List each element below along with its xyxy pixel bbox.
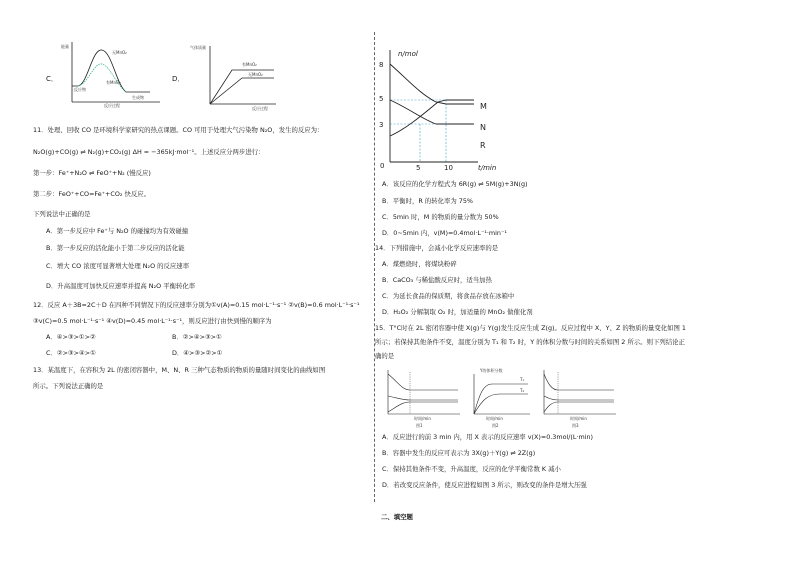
q13-chart-label-n: N bbox=[480, 123, 486, 132]
q13-chart-xlabel: t/min bbox=[478, 164, 497, 172]
q15-option-b: B．容器中发生的反应可表示为 3X(g)＋Y(g) ⇌ 2Z(g) bbox=[382, 449, 536, 457]
q14-stem: 14．下列措施中，会减小化学反应速率的是 bbox=[375, 244, 499, 252]
q15-figure-2 bbox=[468, 366, 534, 428]
q11-option-d: D．升高温度可加快反应速率并提高 N₂O 平衡转化率 bbox=[46, 282, 196, 290]
q15-line3: 确的是 bbox=[375, 352, 395, 360]
q15-fig1-xlabel: 时间/min bbox=[414, 416, 431, 421]
q15-fig3-caption: 图3 bbox=[572, 423, 579, 428]
q15-fig1-caption: 图1 bbox=[416, 423, 423, 428]
q13-option-b: B．平衡时，R 的转化率为 75% bbox=[382, 197, 473, 205]
q12-option-d: D．④>③>②>① bbox=[172, 349, 223, 357]
q15-option-a: A．反应进行的前 3 min 内，用 X 表示的反应速率 v(X)=0.3mol/(L·min) bbox=[382, 433, 594, 441]
q13-line1: 13．某温度下，在容积为 2L 的密闭容器中，M、N、R 三种气态物质的物质的量随时间变化的曲线如图 bbox=[33, 366, 326, 374]
q13-option-d: D．0~5min 内，v(M)=0.4mol·L⁻¹·min⁻¹ bbox=[382, 229, 507, 237]
option-c-letter: C． bbox=[46, 75, 58, 83]
q14-option-d: D．H₂O₂ 分解制取 O₂ 时，加适量的 MnO₂ 做催化剂 bbox=[382, 308, 533, 316]
q14-option-b: B．CaCO₃ 与稀盐酸反应时，适当加热 bbox=[382, 276, 492, 284]
option-c-product: 生成物 bbox=[132, 95, 144, 100]
option-c-xlabel: 反应过程 bbox=[104, 103, 120, 108]
q11-step2: 第二步：FeO⁺+CO=Fe⁺+CO₂ 快反应。 bbox=[33, 190, 151, 198]
q13-chart-ylabel: n/mol bbox=[398, 50, 418, 58]
q15-fig2-title: Y的体积分数 bbox=[480, 368, 503, 373]
q15-figure-3 bbox=[536, 366, 622, 428]
q11-option-c: C．增大 CO 浓度可显著增大处理 N₂O 的反应速率 bbox=[46, 262, 190, 270]
q15-figure-1 bbox=[380, 366, 466, 428]
q13-line2: 所示。下列说法正确的是 bbox=[33, 382, 104, 390]
q12-line2: ③v(C)=0.5 mol·L⁻¹·s⁻¹ ④v(D)=0.45 mol·L⁻¹·s⁻¹，则反应进行由快到慢的顺序为 bbox=[33, 317, 272, 325]
option-d-letter: D． bbox=[172, 75, 185, 83]
q11-line2: N₂O(g)+CO(g) ⇌ N₂(g)+CO₂(g) ΔH = −365kJ·mol⁻¹。上述反应分两步进行： bbox=[33, 148, 265, 156]
option-d-curve-no: 无MnO₂ bbox=[248, 72, 263, 77]
q15-option-c: C．保持其他条件不变，升高温度，反应的化学平衡常数 K 减小 bbox=[382, 465, 561, 473]
q14-option-c: C．为延长食品的保质期，将食品存放在冰箱中 bbox=[382, 292, 515, 300]
option-c-curve-with: 有MnO₂ bbox=[106, 80, 121, 85]
q13-chart-x5: 5 bbox=[416, 164, 421, 172]
q12-option-b: B．②>④>③>① bbox=[172, 333, 222, 341]
q13-chart-y3: 3 bbox=[379, 121, 384, 129]
q12-option-a: A．④>③>①>② bbox=[46, 333, 96, 341]
q14-option-a: A．煤燃烧时，将煤块粉碎 bbox=[382, 260, 457, 268]
q15-line1: 15．T°C时在 2L 密闭容器中使 X(g)与 Y(g)发生反应生成 Z(g)。反应过程中 X、Y、Z 的物质的量变化如图 1 bbox=[375, 324, 686, 332]
q13-amount-time-chart bbox=[374, 38, 504, 178]
q15-fig2-t2: T₂ bbox=[520, 388, 525, 393]
q12-line1: 12．反应 A＋3B=2C＋D 在四种不同情况下的反应速率分别为①v(A)=0.15 mol·L⁻¹·s⁻¹ ②v(B)=0.6 mol·L⁻¹·s⁻¹ bbox=[33, 301, 360, 309]
q15-option-d: D．若改变反应条件，使反应进程如图 3 所示，则改变的条件是增大压强 bbox=[382, 481, 587, 489]
q12-option-c: C．②>③>④>① bbox=[46, 349, 96, 357]
option-d-xlabel: 反应过程 bbox=[252, 106, 268, 111]
option-d-ylabel: 气体质量 bbox=[190, 45, 206, 50]
option-d-curve-with: 有MnO₂ bbox=[242, 62, 257, 67]
q15-line2: 所示；若保持其他条件不变，温度分别为 T₁ 和 T₂ 时，Y 的体积分数与时间的关系如图 2 所示。则下列结论正 bbox=[375, 338, 685, 346]
q11-step1: 第一步：Fe⁺+N₂O ⇌ FeO⁺+N₂ (慢反应) bbox=[33, 169, 151, 177]
option-c-energy-diagram bbox=[60, 38, 170, 108]
option-c-curve-no: 无MnO₂ bbox=[112, 50, 127, 55]
option-d-gas-diagram bbox=[190, 40, 280, 112]
q13-chart-x10: 10 bbox=[444, 164, 453, 172]
option-c-reactant: 反应物 bbox=[74, 87, 86, 92]
q13-chart-label-m: M bbox=[480, 102, 487, 111]
q11-question: 下列说法中正确的是 bbox=[33, 210, 91, 218]
option-c-ylabel: 能量 bbox=[61, 44, 69, 49]
q13-chart-y8: 8 bbox=[379, 61, 384, 69]
q15-fig2-xlabel: 时间/min bbox=[486, 416, 503, 421]
q15-fig3-xlabel: 时间/min bbox=[570, 416, 587, 421]
q13-chart-y0: 0 bbox=[380, 162, 385, 170]
q13-option-c: C．5min 时，M 的物质的量分数为 50% bbox=[382, 213, 499, 221]
q15-fig2-t1: T₁ bbox=[520, 377, 525, 382]
q13-chart-y5: 5 bbox=[379, 95, 384, 103]
q11-option-a: A．第一步反应中 Fe⁺与 N₂O 的碰撞均为有效碰撞 bbox=[46, 227, 189, 235]
q11-option-b: B．第一步反应的活化能小于第二步反应的活化能 bbox=[46, 244, 185, 252]
q11-line1: 11．处理、回收 CO 是环境科学家研究的热点课题。CO 可用于处理大气污染物 N₂O，发生的反应为： bbox=[33, 126, 324, 134]
q13-chart-label-r: R bbox=[480, 141, 486, 150]
q13-option-a: A．该反应的化学方程式为 6R(g) ⇌ 5M(g)+3N(g) bbox=[382, 180, 528, 188]
section-2-heading: 二、填空题 bbox=[381, 513, 413, 521]
q15-fig2-caption: 图2 bbox=[492, 423, 499, 428]
